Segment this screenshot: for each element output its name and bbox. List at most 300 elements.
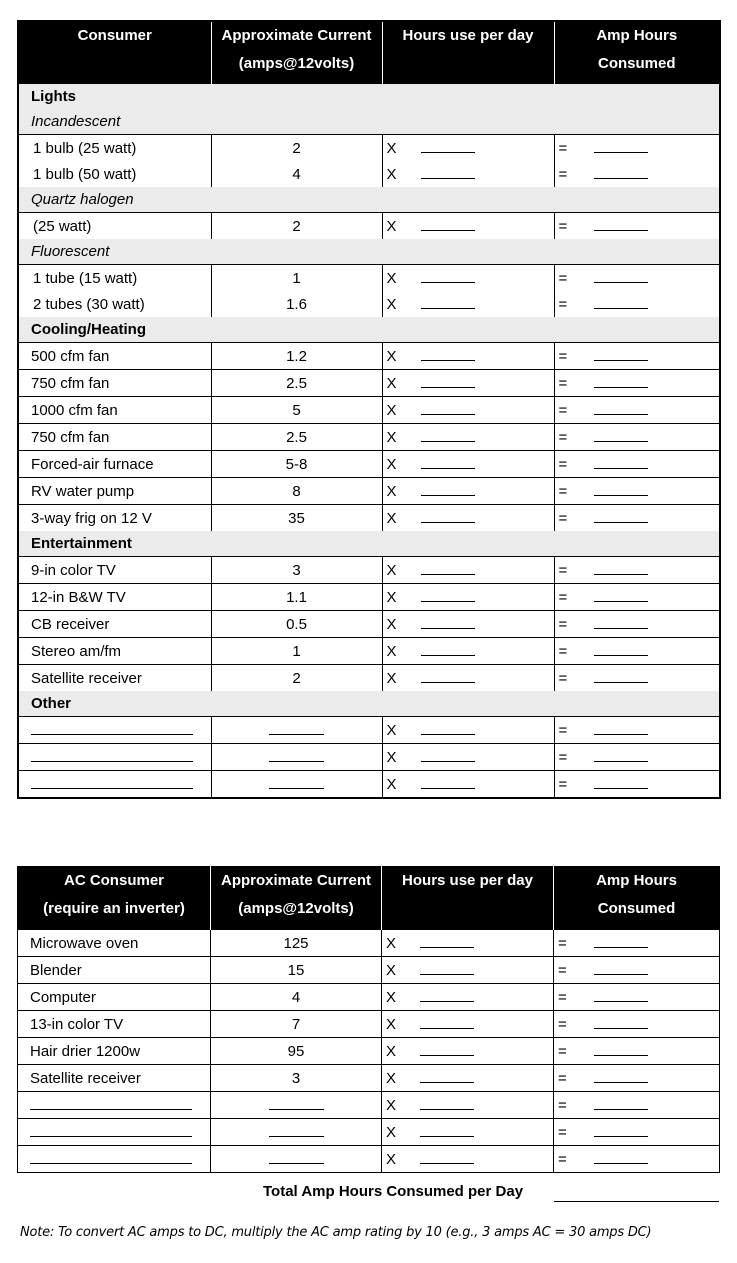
- header-ac-consumer: AC Consumer (require an inverter): [18, 867, 211, 930]
- consumer-row: [18, 370, 720, 397]
- amp-hours-blank[interactable]: [594, 749, 648, 762]
- current-cell[interactable]: [211, 1092, 382, 1119]
- hours-cell[interactable]: [382, 291, 554, 317]
- times-symbol: X: [386, 401, 397, 419]
- hours-cell[interactable]: [382, 771, 554, 799]
- section-cell: [18, 691, 720, 717]
- section-row: [18, 691, 720, 717]
- amp-hours-blank[interactable]: [594, 616, 648, 629]
- amp-hours-blank[interactable]: [594, 1097, 648, 1110]
- hours-blank[interactable]: [421, 348, 475, 361]
- times-symbol: X: [386, 1096, 397, 1114]
- section-title: Quartz halogen: [31, 191, 134, 208]
- hours-cell[interactable]: [382, 505, 554, 532]
- amp-hours-blank[interactable]: [594, 722, 648, 735]
- consumer-name-cell: 1 bulb (25 watt): [18, 135, 211, 162]
- consumer-name-blank[interactable]: [31, 722, 193, 735]
- amp-hours-blank[interactable]: [594, 429, 648, 442]
- header-amp-hours: Amp Hours Consumed: [554, 867, 720, 930]
- equals-symbol: =: [558, 482, 568, 500]
- header-current: Approximate Current (amps@12volts): [211, 867, 382, 930]
- hours-blank[interactable]: [421, 776, 475, 789]
- times-symbol: X: [386, 482, 397, 500]
- times-symbol: X: [386, 775, 397, 793]
- equals-symbol: =: [558, 934, 567, 952]
- times-symbol: X: [386, 748, 397, 766]
- consumer-name-cell: 1 bulb (50 watt): [18, 161, 211, 187]
- times-symbol: X: [386, 988, 397, 1006]
- amp-hours-cell[interactable]: [554, 161, 720, 187]
- consumer-row: [18, 397, 720, 424]
- current-blank[interactable]: [269, 1097, 324, 1110]
- times-symbol: X: [386, 642, 397, 660]
- hours-cell[interactable]: [382, 397, 554, 424]
- times-symbol: X: [386, 934, 397, 952]
- consumer-row: [18, 1038, 720, 1065]
- consumer-name-cell[interactable]: [18, 744, 211, 771]
- equals-symbol: =: [558, 139, 568, 157]
- header-hours: Hours use per day: [382, 21, 554, 84]
- consumer-name-cell: Blender: [18, 957, 211, 984]
- hours-cell[interactable]: [382, 265, 554, 292]
- equals-symbol: =: [558, 165, 568, 183]
- consumer-row: [18, 265, 720, 292]
- consumer-row: [18, 930, 720, 957]
- header-consumer: Consumer: [18, 21, 211, 84]
- consumer-name-cell: Satellite receiver: [18, 665, 211, 692]
- section-title: Cooling/Heating: [31, 321, 146, 338]
- blank-row: [18, 717, 720, 744]
- amp-hours-blank[interactable]: [594, 643, 648, 656]
- hours-blank[interactable]: [420, 935, 474, 948]
- section-title: Other: [31, 695, 72, 712]
- hours-cell[interactable]: [382, 584, 554, 611]
- hours-blank[interactable]: [420, 1124, 474, 1137]
- amp-hours-cell[interactable]: [554, 397, 720, 424]
- consumer-row: [18, 478, 720, 505]
- hours-blank[interactable]: [421, 722, 475, 735]
- amp-hours-cell[interactable]: [554, 370, 720, 397]
- consumer-row: [18, 343, 720, 370]
- amp-hours-blank[interactable]: [594, 296, 648, 309]
- current-cell: 7: [211, 1011, 382, 1038]
- times-symbol: X: [386, 374, 397, 392]
- consumer-name-cell: 13-in color TV: [18, 1011, 211, 1038]
- times-symbol: X: [386, 1150, 397, 1168]
- consumer-name-cell: (25 watt): [18, 213, 211, 240]
- section-row: [18, 531, 720, 557]
- amp-hours-blank[interactable]: [594, 1124, 648, 1137]
- amp-hours-cell[interactable]: [554, 957, 720, 984]
- consumer-name-cell[interactable]: [18, 1146, 211, 1173]
- hours-blank[interactable]: [421, 643, 475, 656]
- consumer-name-cell: 3-way frig on 12 V: [18, 505, 211, 532]
- current-blank[interactable]: [269, 1124, 324, 1137]
- hours-cell[interactable]: [382, 370, 554, 397]
- current-cell: 2: [211, 665, 382, 692]
- current-cell: 5: [211, 397, 382, 424]
- equals-symbol: =: [558, 775, 568, 793]
- consumer-row: [18, 135, 720, 162]
- equals-symbol: =: [558, 455, 568, 473]
- section-cell: [18, 317, 720, 343]
- amp-hours-cell[interactable]: [554, 213, 720, 240]
- consumer-name-cell: 12-in B&W TV: [18, 584, 211, 611]
- amp-hours-cell[interactable]: [554, 984, 720, 1011]
- ac-header-row: [18, 867, 720, 930]
- hours-cell[interactable]: [382, 984, 554, 1011]
- section-title: Incandescent: [31, 113, 121, 130]
- consumer-row: [18, 1065, 720, 1092]
- consumer-name-cell: Satellite receiver: [18, 1065, 211, 1092]
- blank-row: [18, 1119, 720, 1146]
- amp-hours-cell[interactable]: [554, 1038, 720, 1065]
- consumer-row: [18, 213, 720, 240]
- hours-blank[interactable]: [420, 1043, 474, 1056]
- amp-hours-cell[interactable]: [554, 557, 720, 584]
- times-symbol: X: [386, 588, 397, 606]
- blank-row: [18, 771, 720, 799]
- consumer-row: [18, 984, 720, 1011]
- current-cell: 1: [211, 638, 382, 665]
- amp-hours-cell[interactable]: [554, 135, 720, 162]
- current-cell[interactable]: [211, 1119, 382, 1146]
- current-cell: 2.5: [211, 370, 382, 397]
- consumer-name-blank[interactable]: [30, 1124, 192, 1137]
- section-cell: [18, 531, 720, 557]
- consumer-row: [18, 665, 720, 692]
- amp-hours-blank[interactable]: [594, 1043, 648, 1056]
- current-cell: 3: [211, 1065, 382, 1092]
- consumer-name-blank[interactable]: [31, 776, 193, 789]
- amp-hours-blank[interactable]: [594, 348, 648, 361]
- times-symbol: X: [386, 347, 397, 365]
- section-row: [18, 317, 720, 343]
- current-cell: 2: [211, 135, 382, 162]
- hours-cell[interactable]: [382, 665, 554, 692]
- consumer-name-cell: 1 tube (15 watt): [18, 265, 211, 292]
- hours-blank[interactable]: [421, 296, 475, 309]
- times-symbol: X: [386, 509, 397, 527]
- amp-hours-blank[interactable]: [594, 776, 648, 789]
- consumer-row: [18, 584, 720, 611]
- amp-hours-cell[interactable]: [554, 291, 720, 317]
- hours-cell[interactable]: [382, 213, 554, 240]
- amp-hours-blank[interactable]: [594, 375, 648, 388]
- hours-cell[interactable]: [382, 135, 554, 162]
- consumer-name-cell: Computer: [18, 984, 211, 1011]
- amp-hours-blank[interactable]: [594, 1151, 648, 1164]
- equals-symbol: =: [558, 988, 567, 1006]
- current-cell: 2.5: [211, 424, 382, 451]
- consumer-name-cell: Stereo am/fm: [18, 638, 211, 665]
- current-cell: 5-8: [211, 451, 382, 478]
- times-symbol: X: [386, 295, 397, 313]
- current-cell: 15: [211, 957, 382, 984]
- current-blank[interactable]: [269, 722, 324, 735]
- consumer-name-cell: CB receiver: [18, 611, 211, 638]
- amp-hours-cell[interactable]: [554, 424, 720, 451]
- amp-hours-blank[interactable]: [594, 589, 648, 602]
- current-cell: 1: [211, 265, 382, 292]
- hours-blank[interactable]: [421, 140, 475, 153]
- equals-symbol: =: [558, 269, 568, 287]
- amp-hours-blank[interactable]: [594, 140, 648, 153]
- hours-cell[interactable]: [382, 478, 554, 505]
- consumer-name-cell[interactable]: [18, 1119, 211, 1146]
- ac-consumer-table: [17, 866, 720, 1173]
- hours-cell[interactable]: [382, 717, 554, 744]
- amp-hours-cell[interactable]: [554, 638, 720, 665]
- consumer-name-cell: Hair drier 1200w: [18, 1038, 211, 1065]
- hours-cell[interactable]: [382, 424, 554, 451]
- times-symbol: X: [386, 1123, 397, 1141]
- hours-blank[interactable]: [420, 1151, 474, 1164]
- hours-blank[interactable]: [420, 989, 474, 1002]
- hours-cell[interactable]: [382, 1119, 554, 1146]
- amp-hours-blank[interactable]: [594, 166, 648, 179]
- amp-hours-blank[interactable]: [594, 483, 648, 496]
- amp-hours-cell[interactable]: [554, 665, 720, 692]
- amp-hours-blank[interactable]: [594, 402, 648, 415]
- times-symbol: X: [386, 721, 397, 739]
- equals-symbol: =: [558, 1096, 567, 1114]
- consumer-name-cell[interactable]: [18, 1092, 211, 1119]
- times-symbol: X: [386, 165, 397, 183]
- total-amp-hours-field[interactable]: [554, 1201, 719, 1202]
- amp-hours-blank[interactable]: [594, 962, 648, 975]
- amp-hours-cell[interactable]: [554, 771, 720, 799]
- hours-cell[interactable]: [382, 1065, 554, 1092]
- times-symbol: X: [386, 269, 397, 287]
- hours-cell[interactable]: [382, 161, 554, 187]
- section-cell: [18, 109, 720, 135]
- amp-hours-cell[interactable]: [554, 744, 720, 771]
- consumer-row: [18, 161, 720, 187]
- consumer-row: [18, 505, 720, 532]
- times-symbol: X: [386, 1042, 397, 1060]
- hours-cell[interactable]: [382, 744, 554, 771]
- current-cell: 1.2: [211, 343, 382, 370]
- hours-blank[interactable]: [421, 749, 475, 762]
- dc-table-body: [18, 84, 720, 798]
- equals-symbol: =: [558, 961, 567, 979]
- amp-hours-blank[interactable]: [594, 510, 648, 523]
- consumer-name-cell[interactable]: [18, 771, 211, 799]
- section-row: [18, 109, 720, 135]
- consumer-row: [18, 451, 720, 478]
- header-amp-hours: Amp Hours Consumed: [554, 21, 720, 84]
- hours-cell[interactable]: [382, 1011, 554, 1038]
- hours-blank[interactable]: [421, 510, 475, 523]
- consumer-name-cell: 500 cfm fan: [18, 343, 211, 370]
- equals-symbol: =: [558, 1042, 567, 1060]
- times-symbol: X: [386, 669, 397, 687]
- amp-hours-cell[interactable]: [554, 265, 720, 292]
- section-title: Entertainment: [31, 535, 132, 552]
- hours-cell[interactable]: [382, 1146, 554, 1173]
- current-cell: 0.5: [211, 611, 382, 638]
- times-symbol: X: [386, 455, 397, 473]
- equals-symbol: =: [558, 509, 568, 527]
- times-symbol: X: [386, 1069, 397, 1087]
- current-cell: 4: [211, 161, 382, 187]
- hours-blank[interactable]: [421, 483, 475, 496]
- dc-consumer-table: [17, 20, 721, 799]
- equals-symbol: =: [558, 561, 568, 579]
- hours-cell[interactable]: [382, 611, 554, 638]
- consumer-name-cell: RV water pump: [18, 478, 211, 505]
- amp-hours-cell[interactable]: [554, 1146, 720, 1173]
- current-cell: 3: [211, 557, 382, 584]
- consumer-name-cell: 1000 cfm fan: [18, 397, 211, 424]
- consumer-name-blank[interactable]: [30, 1097, 192, 1110]
- current-cell: 95: [211, 1038, 382, 1065]
- ac-table-body: [18, 930, 720, 1173]
- blank-row: [18, 744, 720, 771]
- section-title: Lights: [31, 88, 76, 105]
- hours-blank[interactable]: [421, 429, 475, 442]
- section-title: Fluorescent: [31, 243, 110, 260]
- hours-cell[interactable]: [382, 930, 554, 957]
- consumer-name-cell[interactable]: [18, 717, 211, 744]
- amp-hours-cell[interactable]: [554, 930, 720, 957]
- hours-blank[interactable]: [421, 616, 475, 629]
- amp-hours-cell[interactable]: [554, 505, 720, 532]
- header-hours: Hours use per day: [382, 867, 554, 930]
- equals-symbol: =: [558, 347, 568, 365]
- current-cell: 35: [211, 505, 382, 532]
- consumer-name-blank[interactable]: [31, 749, 193, 762]
- section-cell: [18, 187, 720, 213]
- hours-cell[interactable]: [382, 557, 554, 584]
- current-cell: 1.1: [211, 584, 382, 611]
- hours-blank[interactable]: [421, 218, 475, 231]
- current-cell: 8: [211, 478, 382, 505]
- equals-symbol: =: [558, 401, 568, 419]
- consumer-row: [18, 957, 720, 984]
- equals-symbol: =: [558, 374, 568, 392]
- amp-hours-blank[interactable]: [594, 562, 648, 575]
- section-cell: [18, 239, 720, 265]
- times-symbol: X: [386, 217, 397, 235]
- consumer-row: [18, 424, 720, 451]
- hours-blank[interactable]: [421, 670, 475, 683]
- current-cell: 4: [211, 984, 382, 1011]
- amp-hours-blank[interactable]: [594, 935, 648, 948]
- current-cell[interactable]: [211, 1146, 382, 1173]
- amp-hours-cell[interactable]: [554, 584, 720, 611]
- current-blank[interactable]: [269, 1151, 324, 1164]
- consumer-name-cell: 750 cfm fan: [18, 424, 211, 451]
- equals-symbol: =: [558, 642, 568, 660]
- consumer-row: [18, 611, 720, 638]
- equals-symbol: =: [558, 669, 568, 687]
- times-symbol: X: [386, 428, 397, 446]
- amp-hours-cell[interactable]: [554, 1011, 720, 1038]
- times-symbol: X: [386, 961, 397, 979]
- hours-blank[interactable]: [421, 456, 475, 469]
- consumer-row: [18, 557, 720, 584]
- times-symbol: X: [386, 1015, 397, 1033]
- hours-cell[interactable]: [382, 1092, 554, 1119]
- dc-header-row: [18, 21, 720, 84]
- current-cell[interactable]: [211, 744, 382, 771]
- hours-blank[interactable]: [420, 1016, 474, 1029]
- amp-hours-cell[interactable]: [554, 1065, 720, 1092]
- consumer-name-cell: Forced-air furnace: [18, 451, 211, 478]
- hours-cell[interactable]: [382, 638, 554, 665]
- consumer-name-cell: 9-in color TV: [18, 557, 211, 584]
- current-blank[interactable]: [269, 749, 324, 762]
- amp-hours-blank[interactable]: [594, 456, 648, 469]
- consumer-name-cell: 2 tubes (30 watt): [18, 291, 211, 317]
- consumer-row: [18, 638, 720, 665]
- current-cell: 2: [211, 213, 382, 240]
- amp-hours-blank[interactable]: [594, 270, 648, 283]
- hours-cell[interactable]: [382, 343, 554, 370]
- blank-row: [18, 1092, 720, 1119]
- hours-blank[interactable]: [421, 402, 475, 415]
- hours-blank[interactable]: [421, 589, 475, 602]
- current-cell: 125: [211, 930, 382, 957]
- amp-hours-blank[interactable]: [594, 1016, 648, 1029]
- amp-hours-cell[interactable]: [554, 611, 720, 638]
- hours-cell[interactable]: [382, 451, 554, 478]
- consumer-name-cell: 750 cfm fan: [18, 370, 211, 397]
- equals-symbol: =: [558, 295, 568, 313]
- times-symbol: X: [386, 139, 397, 157]
- hours-cell[interactable]: [382, 1038, 554, 1065]
- amp-hours-cell[interactable]: [554, 717, 720, 744]
- amp-hours-blank[interactable]: [594, 670, 648, 683]
- hours-blank[interactable]: [421, 270, 475, 283]
- equals-symbol: =: [558, 428, 568, 446]
- equals-symbol: =: [558, 588, 568, 606]
- amp-hours-blank[interactable]: [594, 218, 648, 231]
- current-cell[interactable]: [211, 717, 382, 744]
- hours-blank[interactable]: [420, 962, 474, 975]
- current-cell: 1.6: [211, 291, 382, 317]
- hours-blank[interactable]: [421, 375, 475, 388]
- hours-blank[interactable]: [421, 166, 475, 179]
- amp-hours-cell[interactable]: [554, 1092, 720, 1119]
- hours-blank[interactable]: [420, 1097, 474, 1110]
- total-amp-hours-label: Total Amp Hours Consumed per Day: [263, 1183, 524, 1200]
- amp-hours-cell[interactable]: [554, 478, 720, 505]
- consumer-name-cell: Microwave oven: [18, 930, 211, 957]
- conversion-note: Note: To convert AC amps to DC, multiply the AC amp rating by 10 (e.g., 3 amps AC = 30 amps DC): [20, 1225, 652, 1240]
- amp-hours-blank[interactable]: [594, 989, 648, 1002]
- current-cell[interactable]: [211, 771, 382, 799]
- equals-symbol: =: [558, 1015, 567, 1033]
- header-current: Approximate Current (amps@12volts): [211, 21, 382, 84]
- amp-hours-blank[interactable]: [594, 1070, 648, 1083]
- hours-blank[interactable]: [421, 562, 475, 575]
- equals-symbol: =: [558, 721, 568, 739]
- hours-blank[interactable]: [420, 1070, 474, 1083]
- section-row: [18, 239, 720, 265]
- consumer-name-blank[interactable]: [30, 1151, 192, 1164]
- amp-hours-cell[interactable]: [554, 1119, 720, 1146]
- times-symbol: X: [386, 615, 397, 633]
- amp-hours-cell[interactable]: [554, 343, 720, 370]
- current-blank[interactable]: [269, 776, 324, 789]
- equals-symbol: =: [558, 748, 568, 766]
- hours-cell[interactable]: [382, 957, 554, 984]
- amp-hours-cell[interactable]: [554, 451, 720, 478]
- consumer-row: [18, 1011, 720, 1038]
